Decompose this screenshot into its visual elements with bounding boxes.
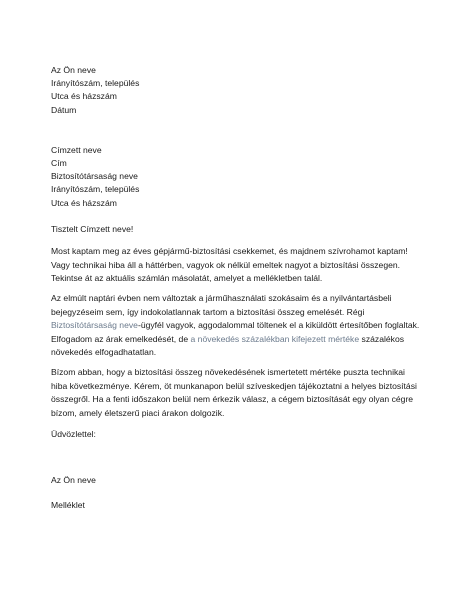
letter-page	[51, 64, 421, 512]
insurer-name-placeholder: Biztosítótársaság neve	[51, 320, 138, 331]
sender-zip-city: Irányítószám, település	[51, 78, 140, 89]
attachment-label: Melléklet	[51, 499, 85, 510]
signature-name: Az Ön neve	[51, 474, 96, 485]
sender-street: Utca és házszám	[51, 91, 117, 102]
paragraph-2-text-2: -ügyfél vagyok, aggodalommal töltenek el a kiküldött értesítőben foglaltak. Elfogadom az árak emelkedését, de	[51, 320, 420, 344]
paragraph-2-text-3: százalékos növekedés elfogadhatatlan.	[51, 333, 405, 358]
salutation: Tisztelt Címzett neve!	[51, 223, 134, 234]
increase-percent-placeholder: a növekedés százalékban kifejezett mértéke	[190, 333, 360, 344]
body-paragraph-1: Most kaptam meg az éves gépjármű-biztosítási csekkemet, és majdnem szívrohamot kaptam! Vagy technikai hiba áll a háttérben, vagyok ok nélkül emeltek nagyot a biztosítási összegen. Tekintse át az aktuális számlán másolatát, amelyet a mellékletben talál.	[51, 246, 408, 284]
recipient-address	[51, 144, 421, 210]
recipient-name: Címzett neve	[51, 144, 102, 155]
body-paragraph-3: Bízom abban, hogy a biztosítási összeg növekedésének ismertetett mértéke puszta technikai hiba következménye. Kérem, öt munkanapon belül szíveskedjen tájékoztatni a helyes biztosítási összegről. Ha a fenti időszakon belül nem érkezik válasz, a cégem biztosítását egy olyan cégre bízom, amely életszerű piaci árakon dolgozik.	[51, 367, 417, 418]
recipient-street: Utca és házszám	[51, 197, 117, 208]
sender-address	[51, 64, 421, 117]
paragraph-2-text-1: Az elmúlt naptári évben nem változtak a járműhasználati szokásaim és a nyilvántartásbeli bejegyzéseim sem, így indokolatlannak tartom a biztosítási összeg emelését. Régi	[51, 293, 392, 317]
recipient-company: Biztosítótársaság neve	[51, 171, 138, 182]
closing: Üdvözlettel:	[51, 429, 96, 440]
sender-name: Az Ön neve	[51, 65, 96, 75]
letter-date: Dátum	[51, 104, 77, 115]
recipient-zip-city: Irányítószám, település	[51, 184, 140, 195]
recipient-title: Cím	[51, 158, 67, 169]
body-paragraph-2	[51, 292, 421, 359]
